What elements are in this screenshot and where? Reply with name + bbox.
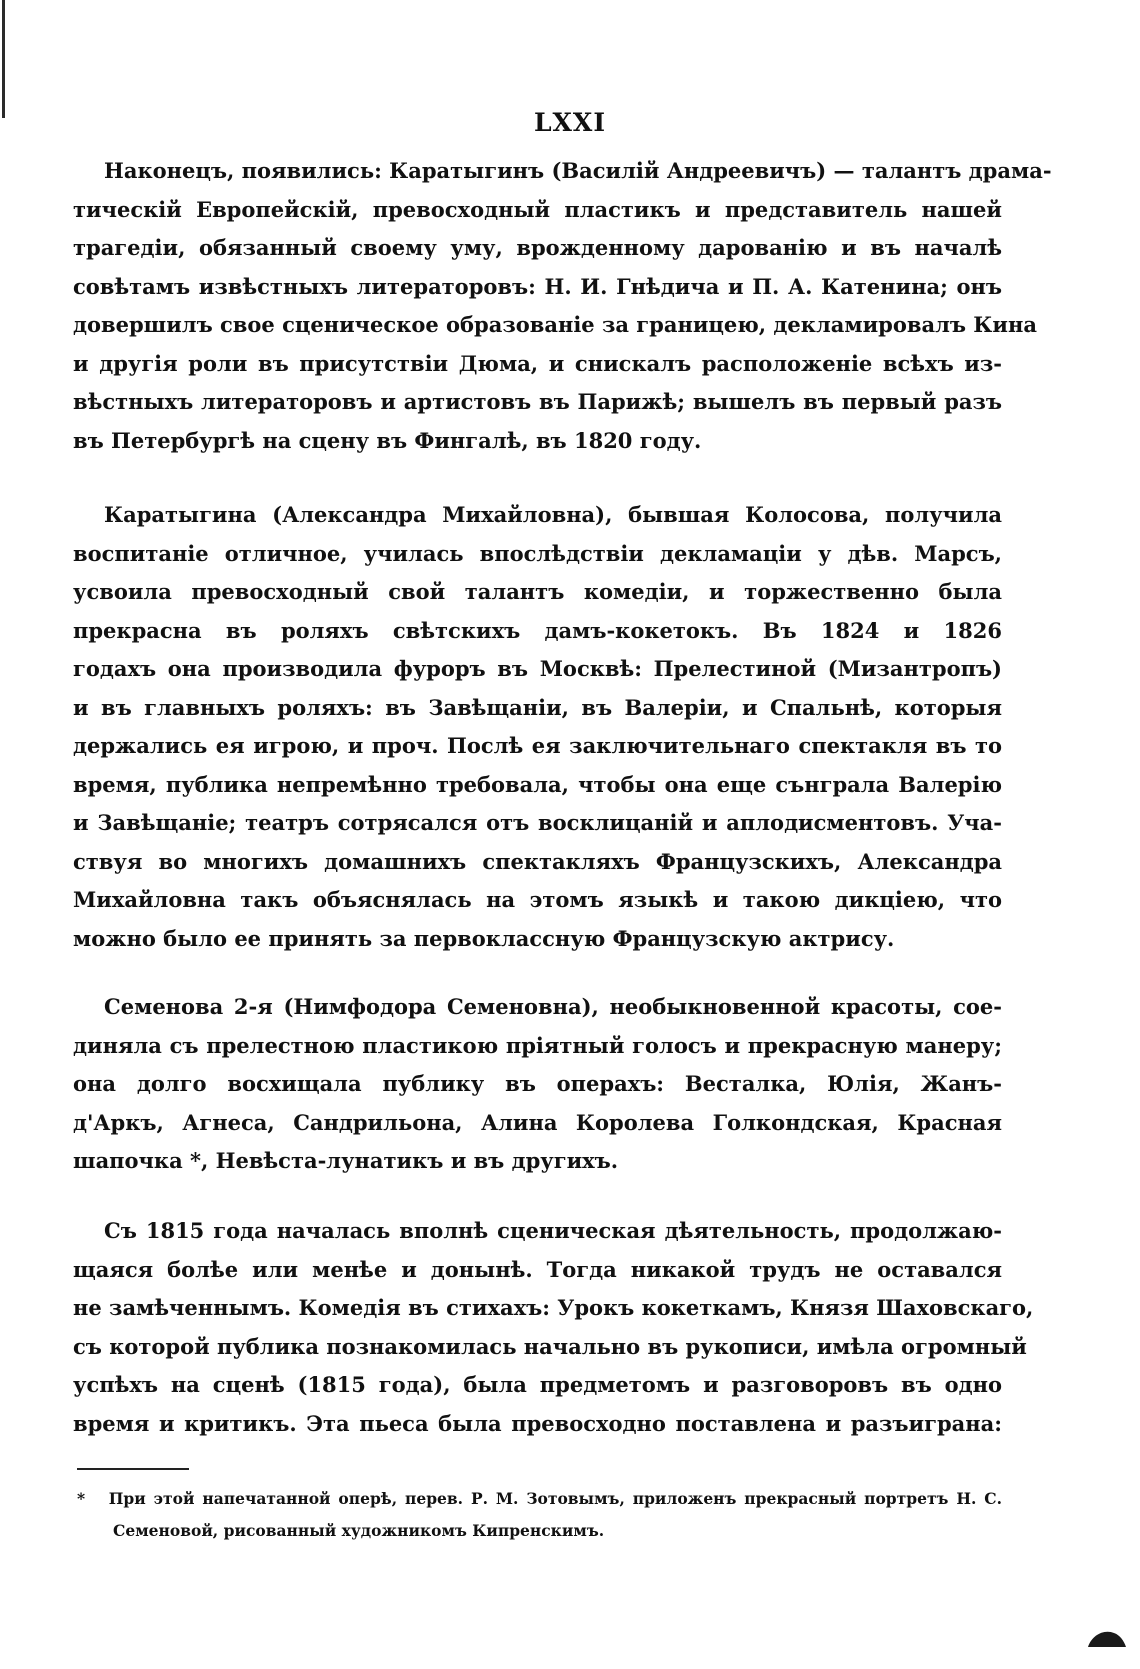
footnote: [77, 1483, 1002, 1547]
footnote-line: Семеновой, рисованный художникомъ Кипренскимъ.: [113, 1521, 605, 1540]
text-line: она долго восхищала публику въ операхъ: Весталка, Юлія, Жанъ-: [73, 1071, 1002, 1096]
page-number: LXXI: [533, 108, 607, 137]
text-line: Наконецъ, появились: Каратыгинъ (Василій Андреевичъ) — талантъ драма-: [104, 158, 1052, 183]
text-line: и въ главныхъ роляхъ: въ Завѣщаніи, въ Валеріи, и Спальнѣ, которыя: [73, 694, 1002, 720]
text-line: воспитаніе отличное, училась впослѣдствіи декламаціи у дѣв. Марсъ,: [73, 540, 1002, 566]
page-edge-line: [2, 0, 5, 118]
text-line: диняла съ прелестною пластикою пріятный голосъ и прекрасную манеру;: [73, 1032, 1002, 1058]
text-line: трагедіи, обязанный своему уму, врожденному дарованію и въ началѣ: [73, 235, 1002, 260]
text-line: годахъ она производила фуроръ въ Москвѣ: Прелестиной (Мизантропъ): [73, 656, 1002, 681]
text-line: успѣхъ на сценѣ (1815 года), была предметомъ и разговоровъ въ одно: [73, 1372, 1002, 1397]
text-line: тическій Европейскій, превосходный пластикъ и представитель нашей: [73, 196, 1002, 222]
text-line: можно было ее принять за первоклассную Французскую актрису.: [73, 925, 895, 951]
footnote-text: При этой напечатанной оперѣ, перев. Р. М. Зотовымъ, приложенъ прекрасный портретъ Н. С.: [108, 1489, 1002, 1508]
text-line: д'Аркъ, Агнеса, Сандрильона, Алина Королева Голкондская, Красная: [73, 1109, 1002, 1135]
text-line: время, публика непремѣнно требовала, чтобы она еще сънграла Валерію: [73, 771, 1002, 797]
text-line: время и критикъ. Эта пьеса была превосходно поставлена и разъиграна:: [73, 1410, 1002, 1436]
text-line: прекрасна въ роляхъ свѣтскихъ дамъ-кокетокъ. Въ 1824 и 1826: [73, 617, 1002, 643]
text-line: держались ея игрою, и проч. Послѣ ея заключительнаго спектакля въ то: [73, 733, 1002, 758]
text-line: и другія роли въ присутствіи Дюма, и снискалъ расположеніе всѣхъ из-: [73, 350, 1002, 376]
text-line: щаяся болѣе или менѣе и донынѣ. Тогда никакой трудъ не оставался: [73, 1256, 1002, 1282]
text-line: довершилъ свое сценическое образованіе за границею, декламировалъ Кина: [73, 312, 1037, 337]
footnote-line: [77, 1483, 1002, 1515]
text-line: усвоила превосходный свой талантъ комедіи, и торжественно была: [73, 579, 1002, 604]
paragraph-semenova: [73, 988, 1002, 1181]
text-line: шапочка *, Невѣста-лунатикъ и въ другихъ.: [73, 1148, 619, 1173]
footnote-marker: *: [77, 1489, 86, 1508]
text-line: и Завѣщаніе; театръ сотрясался отъ восклицаній и аплодисментовъ. Уча-: [73, 810, 1002, 835]
text-line: совѣтамъ извѣстныхъ литераторовъ: Н. И. Гнѣдича и П. А. Катенина; онъ: [73, 273, 1002, 299]
text-line: не замѣченнымъ. Комедія въ стихахъ: Урокъ кокеткамъ, Князя Шаховскаго,: [73, 1295, 1034, 1320]
footnote-divider: [77, 1468, 189, 1470]
text-line: Михайловна такъ объяснялась на этомъ языкѣ и такою дикціею, что: [73, 887, 1002, 912]
paragraph-1815-season: [73, 1212, 1034, 1443]
paragraph-karatygina: [73, 496, 1002, 958]
text-line: ствуя во многихъ домашнихъ спектакляхъ Французскихъ, Александра: [73, 848, 1002, 874]
text-line: Каратыгина (Александра Михайловна), бывшая Колосова, получила: [104, 502, 1002, 527]
paragraph-karatygin: [73, 152, 1052, 460]
text-line: Семенова 2-я (Нимфодора Семеновна), необыкновенной красоты, сое-: [104, 994, 1002, 1019]
text-line: Съ 1815 года началась вполнѣ сценическая дѣятельность, продолжаю-: [104, 1218, 1002, 1243]
text-line: вѣстныхъ литераторовъ и артистовъ въ Парижѣ; вышелъ въ первый разъ: [73, 389, 1002, 414]
corner-blot-mark: [1086, 1625, 1128, 1649]
text-line: съ которой публика познакомилась начально въ рукописи, имѣла огромный: [73, 1333, 1027, 1359]
text-line: въ Петербургѣ на сцену въ Фингалѣ, въ 1820 году.: [73, 427, 702, 453]
